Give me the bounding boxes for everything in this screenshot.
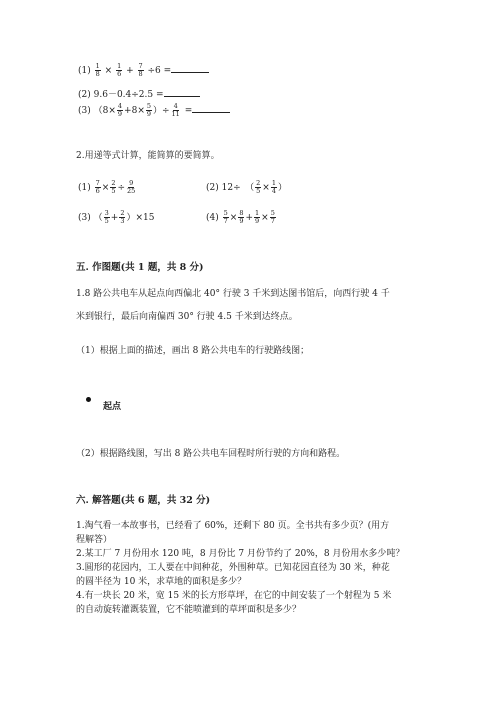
fraction [126, 180, 136, 195]
numerator: 7 [95, 179, 100, 187]
problem-line: 1.淘气看一本故事书，已经看了 60%，还剩下 80 页。全书共有多少页？(用方 [76, 521, 390, 531]
start-point-dot [86, 397, 91, 402]
numerator: 9 [129, 179, 134, 187]
fraction [95, 180, 101, 195]
expression: 9.6－0.4÷2.5 = [93, 90, 164, 100]
numerator: 3 [104, 209, 109, 217]
answer-blank[interactable] [164, 96, 200, 97]
expression-part: ）÷ [153, 106, 170, 116]
question-1-1 [78, 63, 209, 78]
expression-part: 12÷ （ [221, 183, 255, 193]
problem-line: 程解答） [76, 535, 113, 545]
denominator: 9 [239, 217, 244, 225]
problem-line: 的圆半径为 10 米，求草地的面积是多少？ [76, 577, 247, 587]
expression-part: （ [93, 213, 103, 223]
start-point-label: 起点 [103, 402, 122, 412]
denominator: 8 [138, 70, 143, 78]
part-2-heading: 2.用递等式计算，能简算的要简算。 [76, 151, 220, 161]
denominator: 7 [270, 217, 275, 225]
item-label: (3) [78, 106, 91, 116]
denominator: 6 [95, 187, 100, 195]
fraction [95, 63, 101, 78]
numerator: 4 [173, 102, 178, 110]
section-5-title: 五. 作图题(共 1 题，共 8 分) [76, 262, 204, 273]
fraction [110, 180, 116, 195]
expression-tail: ÷6 = [147, 66, 172, 76]
fraction [138, 63, 144, 78]
fraction [270, 210, 276, 225]
item-label: (2) [78, 90, 91, 100]
fraction [104, 210, 110, 225]
section-5-problem-line-2: 米到银行，最后向南偏西 30° 行驶 4.5 千米到达终点。 [76, 312, 298, 322]
numerator: 1 [95, 62, 100, 70]
problem-line: 的自动旋转灌溉装置，它不能喷灌到的草坪面积是多少？ [76, 605, 302, 615]
expression-part: （8× [93, 106, 116, 116]
operator: + [245, 213, 253, 223]
numerator: 1 [117, 62, 122, 70]
item-label: (4) [206, 213, 219, 223]
numerator: 2 [120, 209, 125, 217]
denominator: 6 [117, 70, 122, 78]
denominator: 9 [146, 110, 151, 118]
fraction [255, 180, 261, 195]
item-label: (2) [206, 183, 219, 193]
section-5-problem-line-1: 1.8 路公共电车从起点向西偏北 40° 行驶 3 千米到达图书馆后，向西行驶 4 千 [76, 289, 390, 299]
operator: × [262, 183, 270, 193]
operator: × [104, 66, 113, 76]
operator: × [229, 213, 238, 223]
operator: × [101, 183, 110, 193]
fraction [271, 180, 277, 195]
fraction [223, 210, 229, 225]
answer-blank[interactable] [171, 72, 209, 73]
section-5-subquestion-2: （2）根据路线图，写出 8 路公共电车回程时所行驶的方向和路程。 [76, 449, 346, 459]
operator: ÷ [117, 183, 125, 193]
denominator: 7 [223, 217, 228, 225]
numerator: 5 [270, 209, 275, 217]
expression-part: ）×15 [126, 213, 155, 223]
numerator: 4 [117, 102, 123, 110]
answer-blank[interactable] [192, 112, 230, 113]
section-5-subquestion-1: （1）根据上面的描述，画出 8 路公共电车的行驶路线图； [76, 346, 310, 356]
question-1-2 [78, 87, 200, 100]
numerator: 1 [271, 179, 276, 187]
fraction [171, 103, 181, 118]
fraction [117, 103, 123, 118]
item-label: (1) [78, 183, 91, 193]
operator: × [261, 213, 269, 223]
operator: + [110, 213, 119, 223]
expression-tail: = [184, 106, 193, 116]
question-2-1 [78, 180, 137, 195]
numerator: 5 [223, 209, 228, 217]
problem-line: 4.有一块长 20 米，宽 15 米的长方形草坪，在它的中间安装了一个射程为 5 米 [76, 591, 392, 601]
denominator: 25 [127, 187, 136, 195]
question-2-3 [78, 210, 154, 225]
question-1-3 [78, 103, 230, 118]
numerator: 8 [239, 209, 244, 217]
denominator: 5 [111, 187, 116, 195]
numerator: 1 [255, 209, 260, 217]
denominator: 9 [117, 110, 123, 118]
item-label: (1) [78, 66, 91, 76]
denominator: 4 [271, 187, 276, 195]
problem-line: 2.某工厂 7 月份用水 120 吨，8 月份比 7 月份节约了 20%，8 月份用水多少吨？ [76, 549, 405, 559]
numerator: 5 [146, 102, 151, 110]
denominator: 11 [171, 110, 180, 118]
numerator: 2 [111, 179, 116, 187]
section-6-title: 六. 解答题(共 6 题，共 32 分) [76, 495, 211, 506]
fraction [116, 63, 122, 78]
denominator: 3 [120, 217, 125, 225]
denominator: 5 [104, 217, 109, 225]
operator: + [126, 66, 134, 76]
fraction [146, 103, 152, 118]
denominator: 5 [256, 187, 261, 195]
expression-part: ） [277, 183, 287, 193]
numerator: 7 [138, 62, 143, 70]
fraction [254, 210, 260, 225]
question-2-2 [206, 180, 287, 195]
problem-line: 3.圆形的花园内，工人要在中间种花，外围种草。已知花园直径为 30 米，种花 [76, 563, 390, 573]
expression-part: +8× [124, 106, 145, 116]
denominator: 8 [95, 70, 100, 78]
item-label: (3) [78, 213, 91, 223]
question-2-4 [206, 210, 277, 225]
numerator: 2 [256, 179, 261, 187]
fraction [238, 210, 244, 225]
fraction [119, 210, 125, 225]
denominator: 9 [255, 217, 260, 225]
